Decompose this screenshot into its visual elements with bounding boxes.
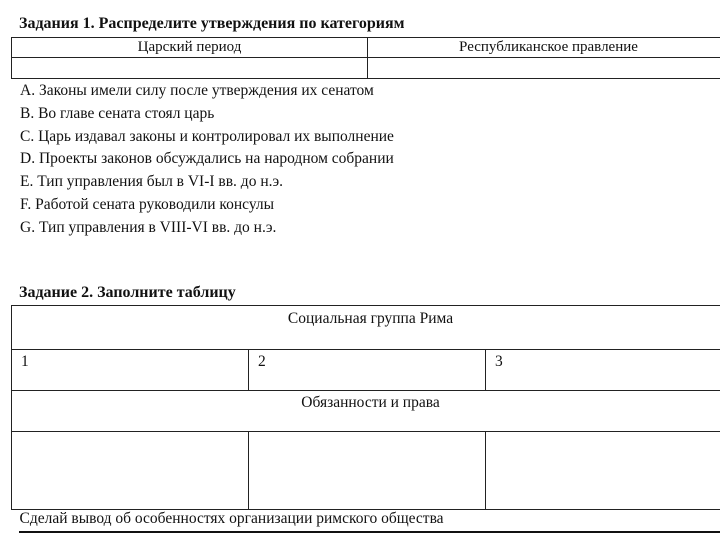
duties-header-row — [12, 391, 720, 432]
task1-title: Задания 1. Распределите утверждения по категориям — [19, 15, 405, 32]
statement-d: D. Проекты законов обсуждались на народном собрании — [20, 150, 394, 168]
task1-answer-row — [12, 58, 720, 79]
duties-cell-3[interactable] — [486, 432, 720, 510]
answer-cell-tsar-period[interactable] — [12, 58, 368, 79]
group-cell-1[interactable]: 1 — [12, 350, 249, 391]
social-group-header: Социальная группа Рима — [12, 306, 720, 350]
group-number-row — [12, 350, 720, 391]
statement-c: C. Царь издавал законы и контролировал их выполнение — [20, 127, 394, 145]
statement-f: F. Работой сената руководили консулы — [20, 195, 275, 213]
conclusion-prompt: Сделай вывод об особенностях организации римского общества — [12, 510, 720, 533]
statement-a: A. Законы имели силу после утверждения их сенатом — [20, 82, 374, 99]
conclusion-row — [12, 510, 720, 533]
task1-statement-list — [20, 80, 394, 240]
task2-title: Задание 2. Заполните таблицу — [19, 284, 236, 301]
duties-cell-2[interactable] — [249, 432, 486, 510]
statement-e: E. Тип управления был в VI-I вв. до н.э. — [20, 173, 284, 191]
duties-answer-row — [12, 432, 720, 510]
conclusion-answer-line[interactable] — [19, 531, 720, 533]
task2-table — [11, 305, 720, 532]
task1-table-header-row — [12, 38, 720, 58]
answer-cell-republic[interactable] — [368, 58, 720, 79]
statement-b: B. Во главе сената стоял царь — [20, 104, 215, 122]
task1-table — [11, 37, 720, 79]
duties-cell-1[interactable] — [12, 432, 249, 510]
column-header-tsar-period: Царский период — [12, 38, 368, 58]
group-cell-3[interactable]: 3 — [486, 350, 720, 391]
group-cell-2[interactable]: 2 — [249, 350, 486, 391]
statement-g: G. Тип управления в VIII-VI вв. до н.э. — [20, 218, 277, 236]
duties-header: Обязанности и права — [12, 391, 720, 432]
column-header-republic: Республиканское правление — [368, 38, 720, 58]
social-group-header-row — [12, 306, 720, 350]
